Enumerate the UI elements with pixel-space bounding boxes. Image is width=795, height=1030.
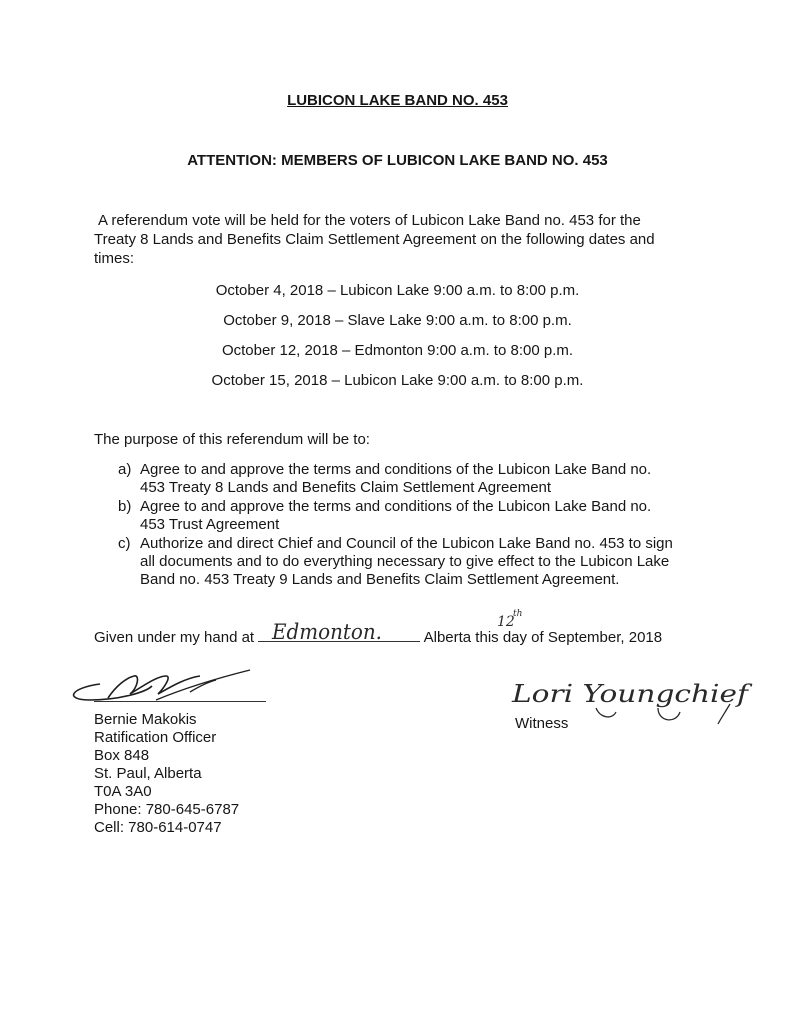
officer-signature — [60, 664, 280, 709]
list-marker: a) — [118, 461, 132, 478]
officer-phone: Phone: 780-645-6787 — [94, 801, 240, 818]
list-item-line: Authorize and direct Chief and Council of the Lubicon Lake Band no. 453 to sign — [140, 535, 673, 552]
day-handwriting-suffix: th — [513, 609, 523, 619]
officer-postal: T0A 3A0 — [94, 783, 152, 800]
schedule-line: October 15, 2018 – Lubicon Lake 9:00 a.m. to 8:00 p.m. — [211, 372, 584, 389]
day-handwriting-text: 12 — [497, 614, 515, 630]
list-item-line: Agree to and approve the terms and conditions of the Lubicon Lake Band no. — [140, 461, 652, 478]
day-handwriting — [496, 604, 536, 630]
officer-city: St. Paul, Alberta — [94, 765, 202, 782]
list-item-line: all documents and to do everything necessary to give effect to the Lubicon Lake — [140, 553, 670, 570]
list-item — [118, 498, 718, 534]
place-handwriting — [268, 617, 398, 647]
intro-line: times: — [94, 250, 135, 267]
list-item — [118, 461, 718, 497]
intro-line: A referendum vote will be held for the voters of Lubicon Lake Band no. 453 for the — [98, 212, 641, 229]
given-suffix: Alberta this day of September, 2018 — [423, 629, 663, 646]
document-title: LUBICON LAKE BAND NO. 453 — [287, 92, 508, 109]
list-item-line: 453 Trust Agreement — [140, 516, 280, 533]
given-prefix: Given under my hand at — [94, 629, 255, 646]
officer-title: Ratification Officer — [94, 729, 217, 746]
list-item-line: 453 Treaty 8 Lands and Benefits Claim Settlement Agreement — [140, 479, 552, 496]
list-item-line: Band no. 453 Treaty 9 Lands and Benefits Claim Settlement Agreement. — [140, 571, 620, 588]
purpose-intro: The purpose of this referendum will be to: — [94, 431, 370, 448]
officer-name: Bernie Makokis — [94, 711, 197, 728]
place-handwriting-text: Edmonton. — [271, 620, 382, 644]
officer-cell: Cell: 780-614-0747 — [94, 819, 222, 836]
witness-label: Witness — [515, 715, 569, 732]
intro-paragraph — [94, 211, 694, 268]
officer-box: Box 848 — [94, 747, 150, 764]
signature-line — [94, 701, 266, 702]
list-marker: b) — [118, 498, 132, 515]
intro-line: Treaty 8 Lands and Benefits Claim Settlement Agreement on the following dates and — [94, 231, 655, 248]
list-marker: c) — [118, 535, 131, 552]
schedule-line: October 12, 2018 – Edmonton 9:00 a.m. to 8:00 p.m. — [221, 342, 574, 359]
list-item-line: Agree to and approve the terms and conditions of the Lubicon Lake Band no. — [140, 498, 652, 515]
list-item — [118, 535, 718, 589]
officer-contact-block — [94, 711, 239, 837]
purpose-list — [118, 461, 718, 590]
witness-signature-text: Lori Youngchief — [510, 680, 754, 708]
document-subtitle: ATTENTION: MEMBERS OF LUBICON LAKE BAND NO. 453 — [187, 152, 608, 169]
schedule-line: October 9, 2018 – Slave Lake 9:00 a.m. to 8:00 p.m. — [223, 312, 572, 329]
schedule-line: October 4, 2018 – Lubicon Lake 9:00 a.m. to 8:00 p.m. — [215, 282, 580, 299]
